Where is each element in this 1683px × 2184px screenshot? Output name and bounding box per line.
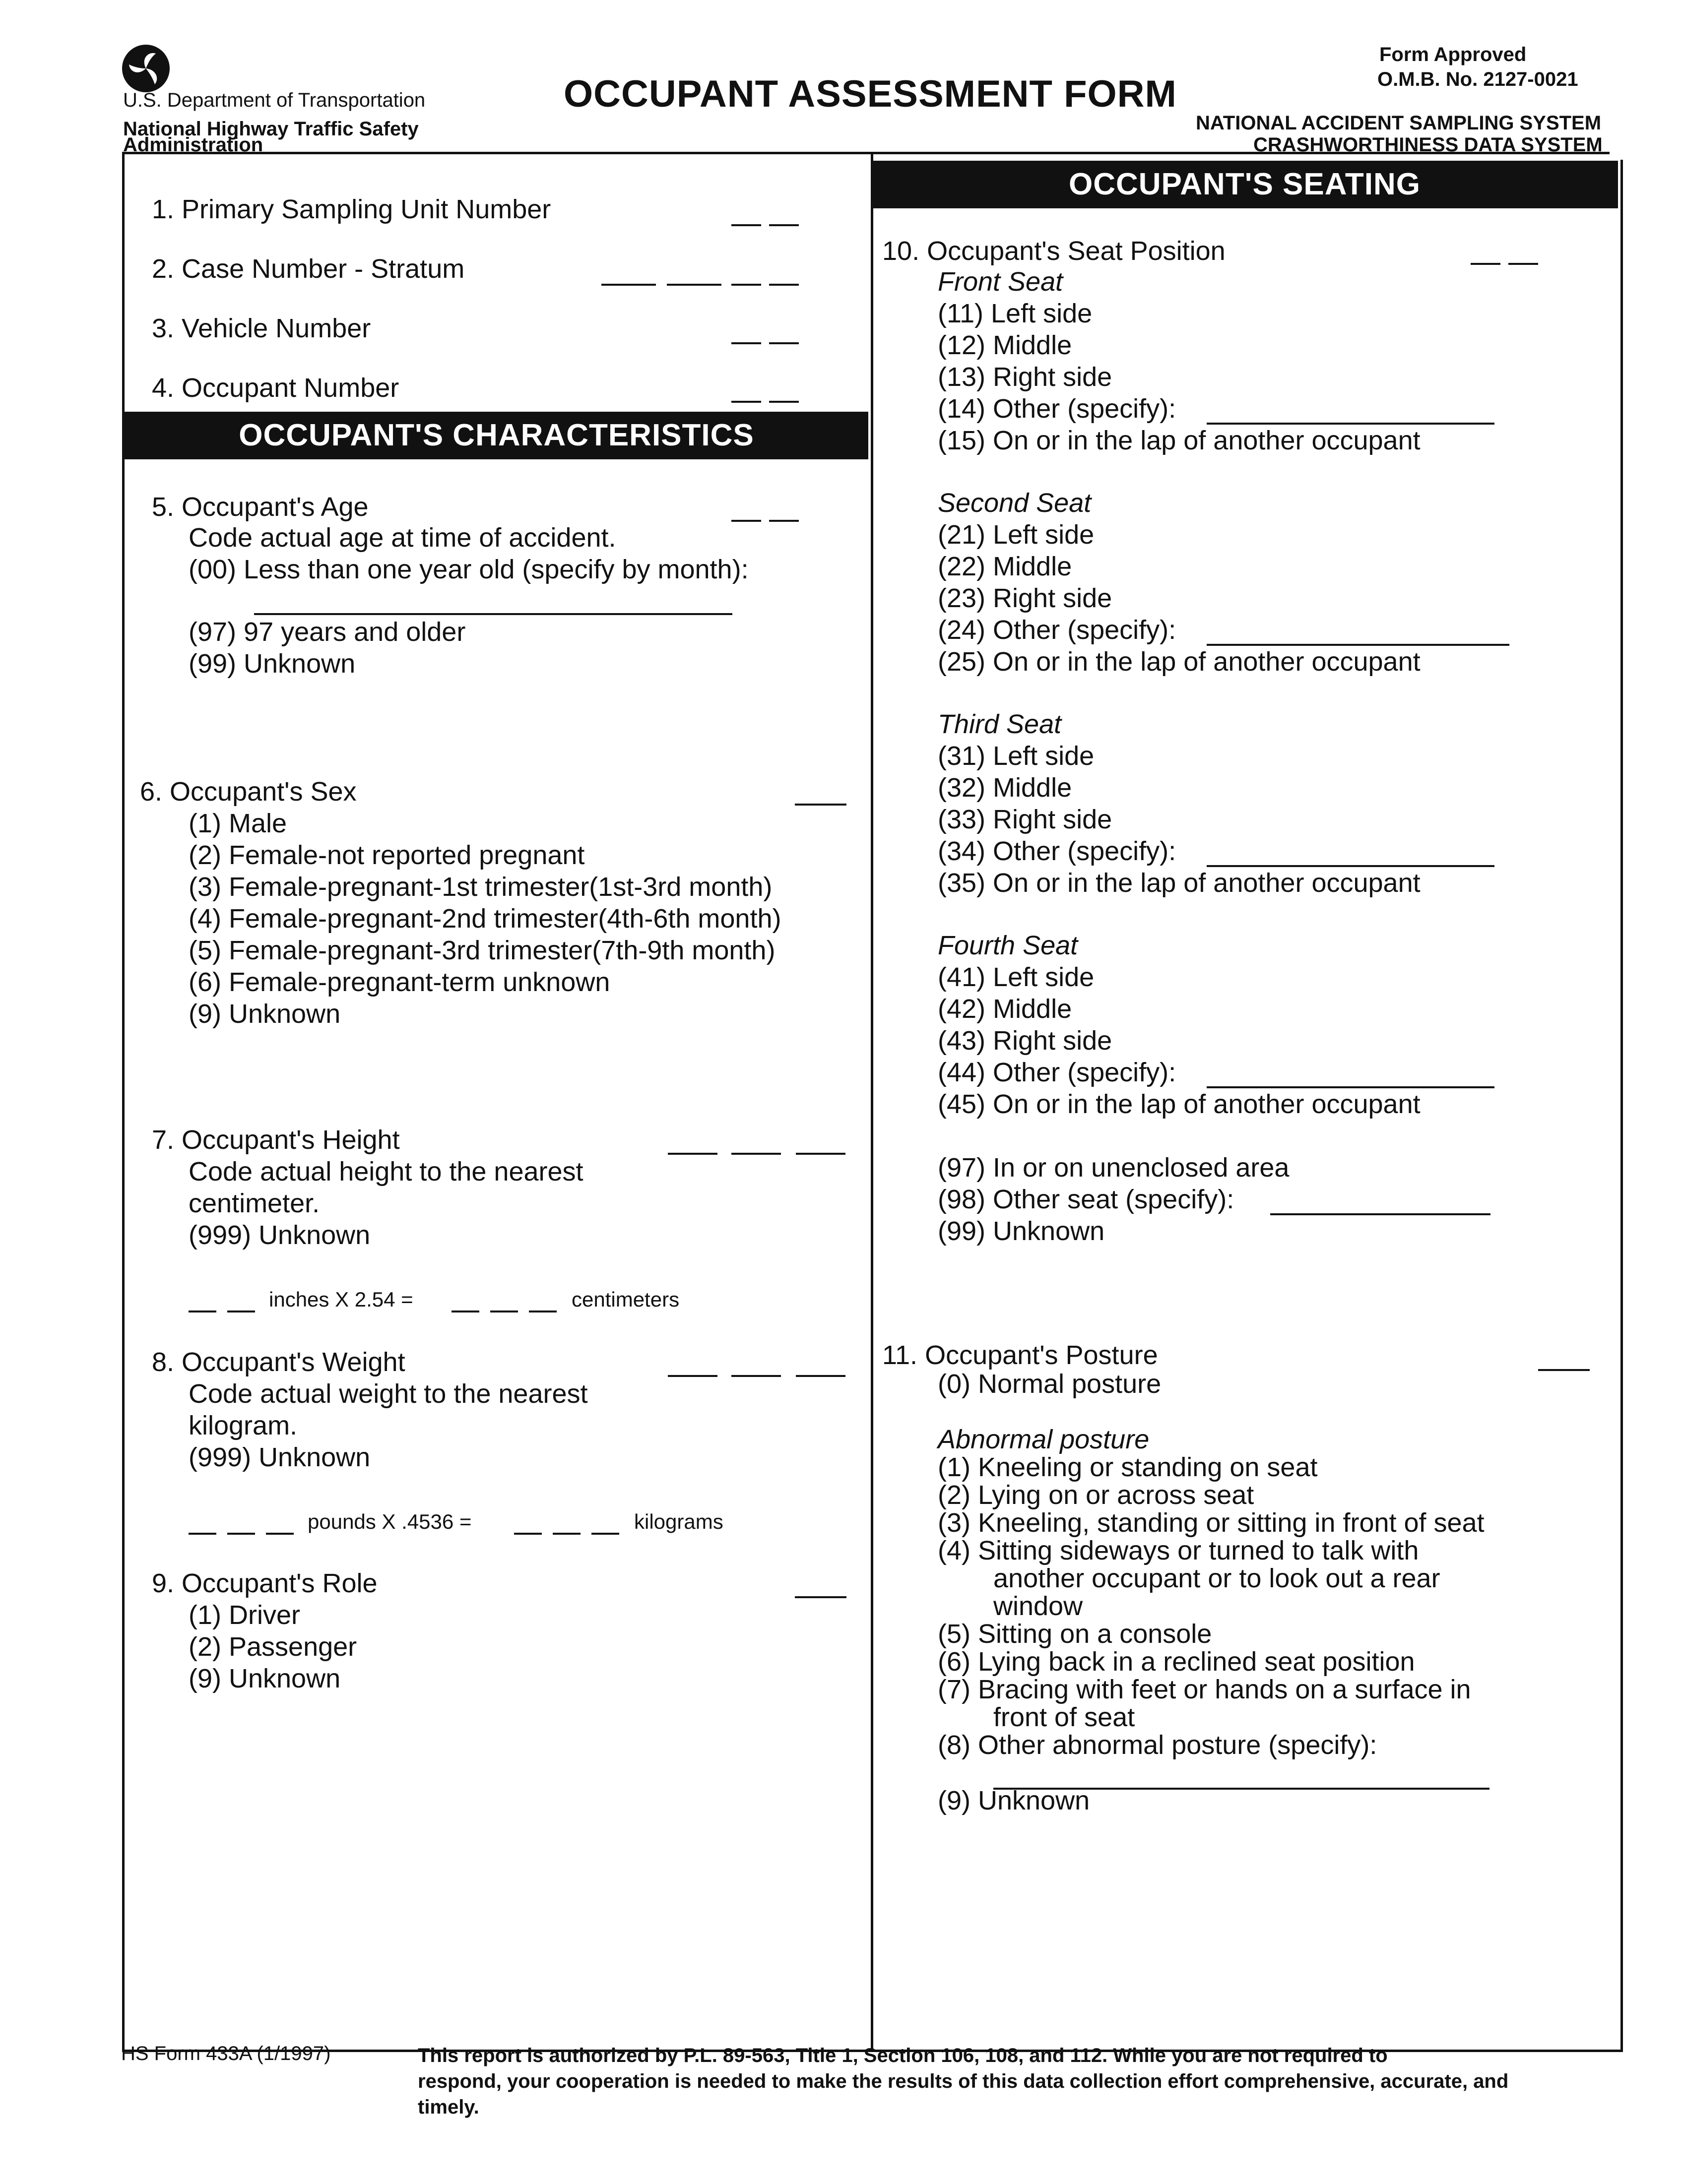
fourth-seat-option: (42) Middle bbox=[938, 994, 1072, 1024]
front-seat-option: (11) Left side bbox=[938, 299, 1093, 328]
q11-title: 11. Occupant's Posture bbox=[882, 1340, 1158, 1370]
q6-title: 6. Occupant's Sex bbox=[140, 777, 357, 807]
q8-conversion: pounds X .4536 = bbox=[308, 1510, 472, 1533]
q6-option: (3) Female-pregnant-1st trimester(1st-3rd month) bbox=[189, 872, 773, 902]
q8-lb-blank-2[interactable] bbox=[227, 1533, 255, 1535]
other-seat-blank[interactable] bbox=[1270, 1213, 1490, 1215]
q6-option: (6) Female-pregnant-term unknown bbox=[189, 967, 610, 997]
third-seat-heading: Third Seat bbox=[938, 709, 1062, 739]
fourth-seat-option: (44) Other (specify): bbox=[938, 1058, 1176, 1087]
q11-option: (6) Lying back in a reclined seat position bbox=[938, 1647, 1415, 1677]
q8-title: 8. Occupant's Weight bbox=[152, 1347, 405, 1377]
q2-label: 2. Case Number - Stratum bbox=[152, 254, 465, 284]
q11-option: (7) Bracing with feet or hands on a surface in bbox=[938, 1675, 1471, 1704]
third-seat-option: (32) Middle bbox=[938, 773, 1072, 803]
q7-blank-1[interactable] bbox=[668, 1153, 717, 1155]
section-characteristics: OCCUPANT'S CHARACTERISTICS bbox=[125, 412, 868, 459]
q11-option-cont: front of seat bbox=[993, 1702, 1135, 1732]
q7-cm-blank-1[interactable] bbox=[452, 1310, 479, 1312]
q1-blank-2[interactable] bbox=[769, 224, 799, 226]
front-seat-option: (12) Middle bbox=[938, 330, 1072, 360]
q1-blank-1[interactable] bbox=[731, 224, 761, 226]
q6-option: (5) Female-pregnant-3rd trimester(7th-9th month) bbox=[189, 936, 776, 965]
q10-blank-1[interactable] bbox=[1471, 263, 1500, 265]
second-seat-option: (21) Left side bbox=[938, 520, 1095, 550]
q7-blank-3[interactable] bbox=[796, 1153, 845, 1155]
footer-notice-2: respond, your cooperation is needed to make the results of this data collection effort comprehensive, accurate, and bbox=[418, 2070, 1509, 2092]
second-seat-option: (25) On or in the lap of another occupant bbox=[938, 647, 1421, 677]
q11-option: (4) Sitting sideways or turned to talk with bbox=[938, 1536, 1419, 1565]
q3-label: 3. Vehicle Number bbox=[152, 313, 371, 343]
q6-option: (4) Female-pregnant-2nd trimester(4th-6th month) bbox=[189, 904, 781, 934]
form-id: HS Form 433A (1/1997) bbox=[121, 2043, 331, 2064]
dot-name: U.S. Department of Transportation bbox=[123, 89, 426, 111]
q11-option: (5) Sitting on a console bbox=[938, 1619, 1212, 1649]
q7-inch-blank-1[interactable] bbox=[189, 1310, 216, 1312]
third-seat-option: (33) Right side bbox=[938, 805, 1112, 834]
misc-seat-option: (98) Other seat (specify): bbox=[938, 1185, 1234, 1214]
q7-title: 7. Occupant's Height bbox=[152, 1125, 400, 1155]
q8-kg-blank-2[interactable] bbox=[553, 1533, 581, 1535]
third-seat-option: (31) Left side bbox=[938, 741, 1095, 771]
q11-abnormal-heading: Abnormal posture bbox=[938, 1425, 1150, 1454]
dot-logo-icon bbox=[121, 44, 171, 93]
q11-option-cont: window bbox=[993, 1591, 1083, 1621]
q6-blank[interactable] bbox=[795, 804, 846, 806]
front-seat-heading: Front Seat bbox=[938, 267, 1063, 297]
front-seat-option: (14) Other (specify): bbox=[938, 394, 1176, 424]
fourth-seat-heading: Fourth Seat bbox=[938, 931, 1078, 960]
q8-conversion-unit: kilograms bbox=[634, 1510, 723, 1533]
footer-notice-1: This report is authorized by P.L. 89-563, Title 1, Section 106, 108, and 112. While you are not required to bbox=[418, 2045, 1388, 2066]
q9-option: (9) Unknown bbox=[189, 1664, 341, 1693]
q7-inch-blank-2[interactable] bbox=[227, 1310, 255, 1312]
q8-line: (999) Unknown bbox=[189, 1442, 371, 1472]
second-seat-option: (24) Other (specify): bbox=[938, 615, 1176, 645]
q5-option: (99) Unknown bbox=[189, 649, 356, 679]
fourth-seat-option: (43) Right side bbox=[938, 1026, 1112, 1056]
q8-line: kilogram. bbox=[189, 1411, 298, 1440]
q5-option: (97) 97 years and older bbox=[189, 617, 466, 647]
q11-option: (1) Kneeling or standing on seat bbox=[938, 1452, 1318, 1482]
second-seat-option: (22) Middle bbox=[938, 552, 1072, 581]
footer-notice-3: timely. bbox=[418, 2096, 479, 2118]
q11-normal: (0) Normal posture bbox=[938, 1369, 1162, 1399]
misc-seat-option: (97) In or on unenclosed area bbox=[938, 1153, 1290, 1183]
q7-blank-2[interactable] bbox=[731, 1153, 781, 1155]
q5-blank-1[interactable] bbox=[731, 520, 761, 522]
q2-blank-4[interactable] bbox=[769, 284, 799, 286]
nhtsa-name-2: Administration bbox=[123, 134, 263, 156]
q9-blank[interactable] bbox=[795, 1596, 846, 1598]
q11-option: (3) Kneeling, standing or sitting in front of seat bbox=[938, 1508, 1485, 1538]
q7-line: centimeter. bbox=[189, 1188, 320, 1218]
q5-blank-2[interactable] bbox=[769, 520, 799, 522]
q2-blank-3[interactable] bbox=[731, 284, 761, 286]
q4-label: 4. Occupant Number bbox=[152, 373, 399, 403]
system-name-1: NATIONAL ACCIDENT SAMPLING SYSTEM bbox=[1196, 112, 1602, 134]
form-approved: Form Approved bbox=[1379, 44, 1527, 65]
q9-option: (1) Driver bbox=[189, 1600, 300, 1630]
nhtsa-name: National Highway Traffic Safety bbox=[123, 118, 419, 140]
q5-line: (00) Less than one year old (specify by month): bbox=[189, 555, 749, 584]
front-seat-option: (13) Right side bbox=[938, 362, 1112, 392]
q6-option: (2) Female-not reported pregnant bbox=[189, 840, 585, 870]
fourth-seat-option: (41) Left side bbox=[938, 962, 1095, 992]
q11-option: (8) Other abnormal posture (specify): bbox=[938, 1730, 1377, 1760]
q6-option: (1) Male bbox=[189, 809, 287, 838]
q5-title: 5. Occupant's Age bbox=[152, 492, 369, 522]
q8-lb-blank-3[interactable] bbox=[266, 1533, 294, 1535]
q2-blank-2[interactable] bbox=[667, 284, 721, 286]
omb-number: O.M.B. No. 2127-0021 bbox=[1377, 68, 1578, 90]
q11-option: (9) Unknown bbox=[938, 1786, 1090, 1815]
misc-seat-option: (99) Unknown bbox=[938, 1216, 1105, 1246]
second-seat-heading: Second Seat bbox=[938, 488, 1092, 518]
q9-title: 9. Occupant's Role bbox=[152, 1568, 378, 1598]
q7-cm-blank-3[interactable] bbox=[529, 1310, 557, 1312]
q8-blank-1[interactable] bbox=[668, 1375, 717, 1377]
third-seat-option: (34) Other (specify): bbox=[938, 836, 1176, 866]
third-seat-option: (35) On or in the lap of another occupant bbox=[938, 868, 1421, 898]
q4-blank-2[interactable] bbox=[769, 401, 799, 403]
q7-conversion: inches X 2.54 = bbox=[269, 1288, 413, 1311]
q8-kg-blank-1[interactable] bbox=[514, 1533, 542, 1535]
q10-title: 10. Occupant's Seat Position bbox=[882, 236, 1226, 266]
q6-option: (9) Unknown bbox=[189, 999, 341, 1029]
q5-month-blank[interactable] bbox=[254, 613, 732, 615]
q8-line: Code actual weight to the nearest bbox=[189, 1379, 588, 1409]
q8-blank-2[interactable] bbox=[731, 1375, 781, 1377]
q7-line: Code actual height to the nearest bbox=[189, 1157, 583, 1186]
q10-blank-2[interactable] bbox=[1508, 263, 1538, 265]
q7-line: (999) Unknown bbox=[189, 1220, 371, 1250]
section-seating: OCCUPANT'S SEATING bbox=[871, 161, 1618, 208]
q3-blank-2[interactable] bbox=[769, 342, 799, 344]
q3-blank-1[interactable] bbox=[731, 342, 761, 344]
q11-option-cont: another occupant or to look out a rear bbox=[993, 1563, 1440, 1593]
q9-option: (2) Passenger bbox=[189, 1632, 357, 1662]
q7-cm-blank-2[interactable] bbox=[490, 1310, 518, 1312]
q11-blank[interactable] bbox=[1538, 1369, 1590, 1371]
q7-conversion-unit: centimeters bbox=[572, 1288, 680, 1311]
q5-line: Code actual age at time of accident. bbox=[189, 523, 616, 553]
q8-blank-3[interactable] bbox=[796, 1375, 845, 1377]
form-title: OCCUPANT ASSESSMENT FORM bbox=[564, 73, 1177, 115]
q11-option: (2) Lying on or across seat bbox=[938, 1480, 1254, 1510]
system-name-2: CRASHWORTHINESS DATA SYSTEM bbox=[1253, 134, 1603, 156]
front-seat-option: (15) On or in the lap of another occupant bbox=[938, 426, 1421, 455]
q8-kg-blank-3[interactable] bbox=[591, 1533, 619, 1535]
fourth-seat-option: (45) On or in the lap of another occupant bbox=[938, 1089, 1421, 1119]
second-seat-option: (23) Right side bbox=[938, 583, 1112, 613]
q1-label: 1. Primary Sampling Unit Number bbox=[152, 194, 551, 224]
q8-lb-blank-1[interactable] bbox=[189, 1533, 216, 1535]
q2-blank-1[interactable] bbox=[601, 284, 656, 286]
q4-blank-1[interactable] bbox=[731, 401, 761, 403]
